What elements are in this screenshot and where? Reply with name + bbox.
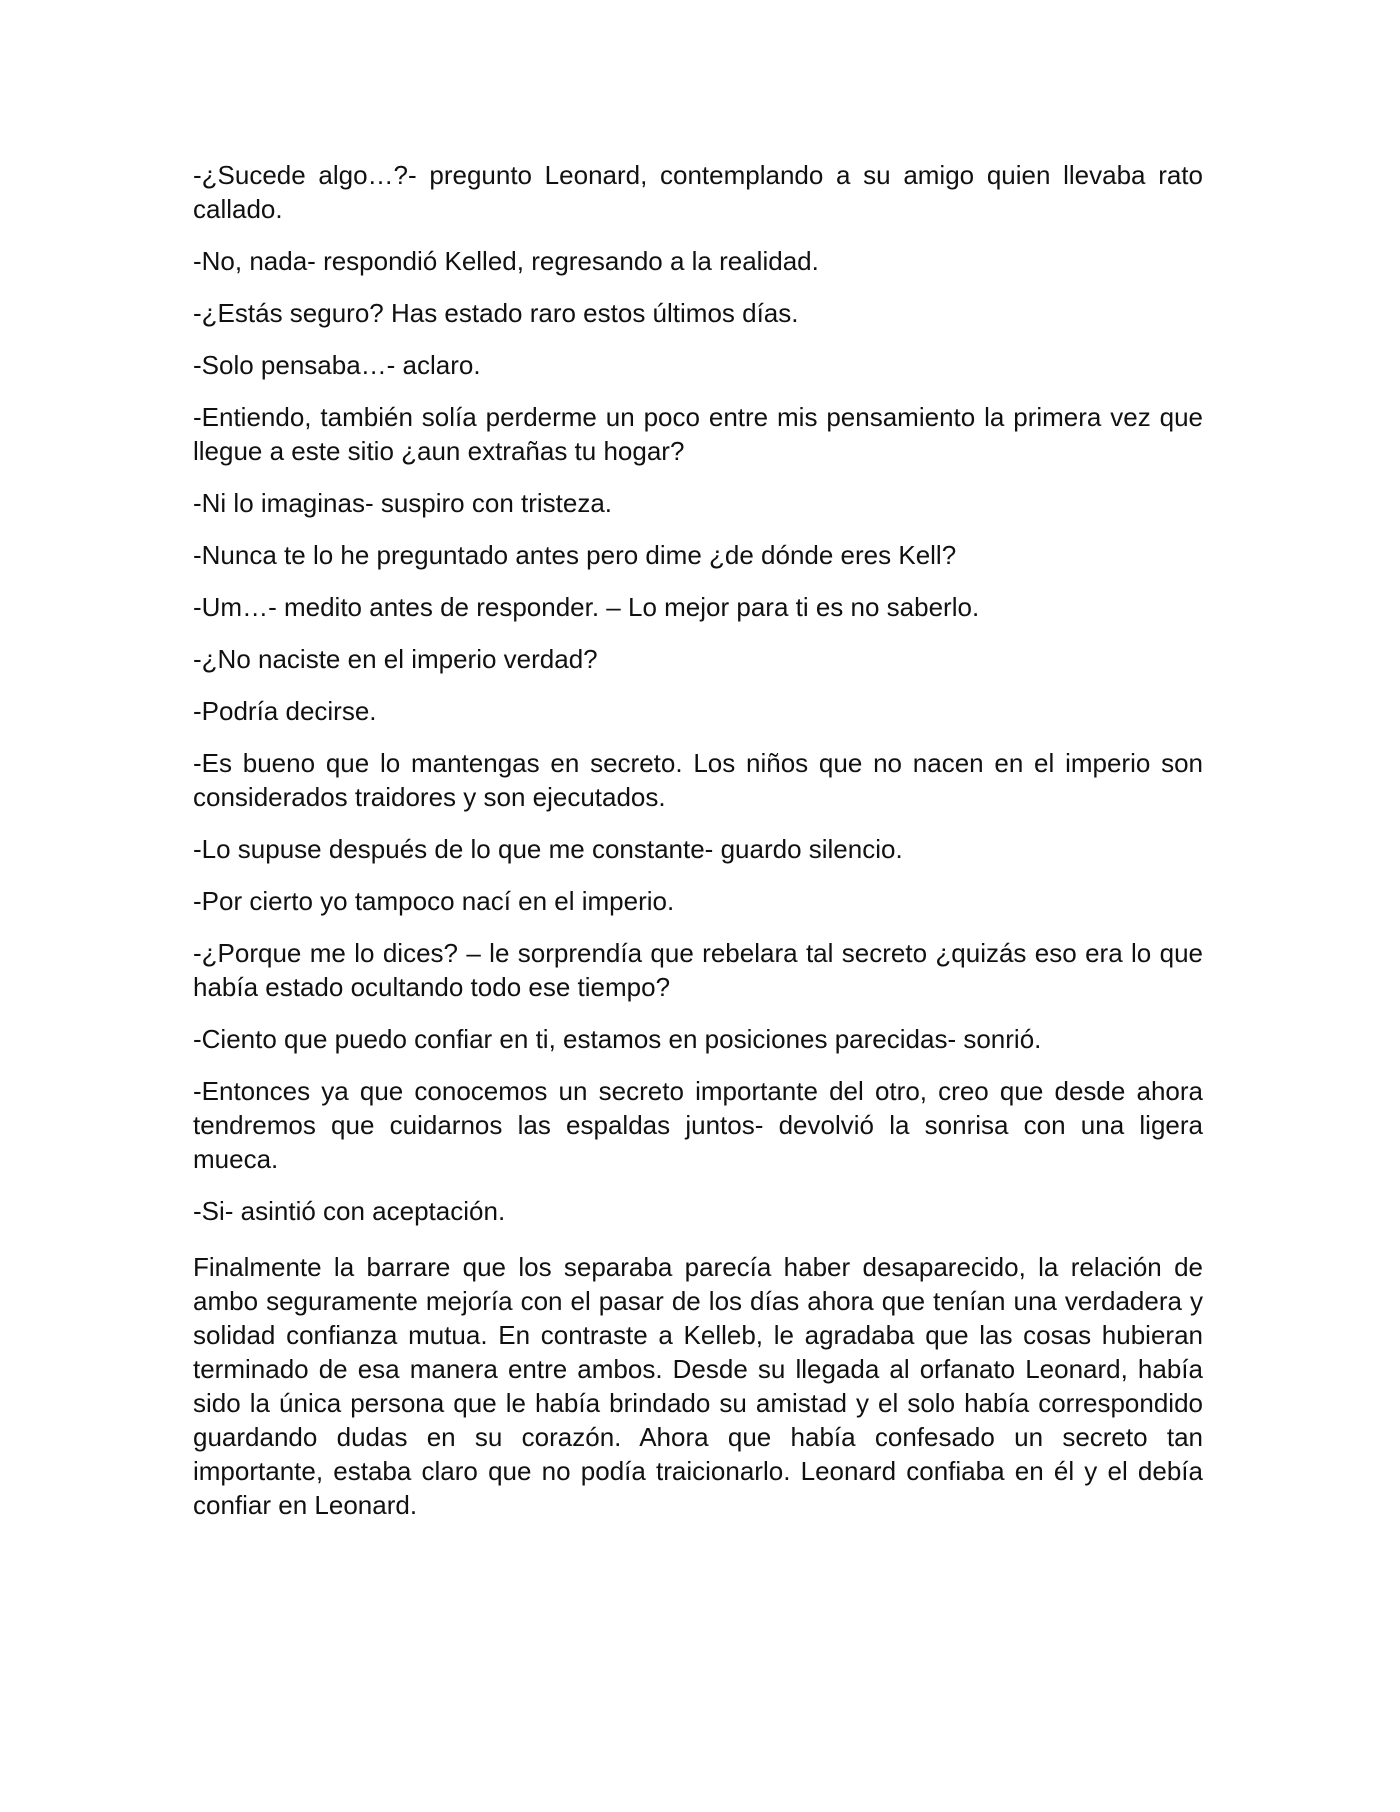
dialogue-paragraph: -Entiendo, también solía perderme un poco entre mis pensamiento la primera vez que llegue a este sitio ¿aun extrañas tu hogar? [193, 402, 1203, 466]
dialogue-paragraph: -Si- asintió con aceptación. [193, 1196, 506, 1226]
dialogue-paragraph: -Nunca te lo he preguntado antes pero dime ¿de dónde eres Kell? [193, 540, 957, 570]
dialogue-paragraph: -No, nada- respondió Kelled, regresando a la realidad. [193, 246, 819, 276]
narrative-paragraph: Finalmente la barrare que los separaba parecía haber desaparecido, la relación de ambo seguramente mejoría con el pasar de los días ahora que tenían una verdadera y solidad confianza mutua. En contraste a Kelleb, le agradaba que las cosas hubieran terminado de esa manera entre ambos. Desde su llegada al orfanato Leonard, había sido la única persona que le había brindado su amistad y el solo había correspondido guardando dudas en su corazón. Ahora que había confesado un secreto tan importante, estaba claro que no podía traicionarlo. Leonard confiaba en él y el debía confiar en Leonard. [193, 1252, 1203, 1520]
dialogue-paragraph: -Ni lo imaginas- suspiro con tristeza. [193, 488, 613, 518]
document-body [193, 158, 1203, 1540]
dialogue-paragraph: -¿No naciste en el imperio verdad? [193, 644, 598, 674]
dialogue-paragraph: -Um…- medito antes de responder. – Lo mejor para ti es no saberlo. [193, 592, 980, 622]
dialogue-paragraph: -Lo supuse después de lo que me constante- guardo silencio. [193, 834, 903, 864]
dialogue-paragraph: -¿Estás seguro? Has estado raro estos últimos días. [193, 298, 799, 328]
dialogue-paragraph: -Ciento que puedo confiar en ti, estamos en posiciones parecidas- sonrió. [193, 1024, 1042, 1054]
dialogue-paragraph: -Entonces ya que conocemos un secreto importante del otro, creo que desde ahora tendremos que cuidarnos las espaldas juntos- devolvió la sonrisa con una ligera mueca. [193, 1076, 1203, 1174]
dialogue-paragraph: -Es bueno que lo mantengas en secreto. Los niños que no nacen en el imperio son considerados traidores y son ejecutados. [193, 748, 1203, 812]
dialogue-paragraph: -Por cierto yo tampoco nací en el imperio. [193, 886, 675, 916]
dialogue-paragraph: -Solo pensaba…- aclaro. [193, 350, 481, 380]
dialogue-paragraph: -Podría decirse. [193, 696, 377, 726]
dialogue-paragraph: -¿Porque me lo dices? – le sorprendía que rebelara tal secreto ¿quizás eso era lo que había estado ocultando todo ese tiempo? [193, 938, 1203, 1002]
dialogue-paragraph: -¿Sucede algo…?- pregunto Leonard, contemplando a su amigo quien llevaba rato callado. [193, 160, 1203, 224]
